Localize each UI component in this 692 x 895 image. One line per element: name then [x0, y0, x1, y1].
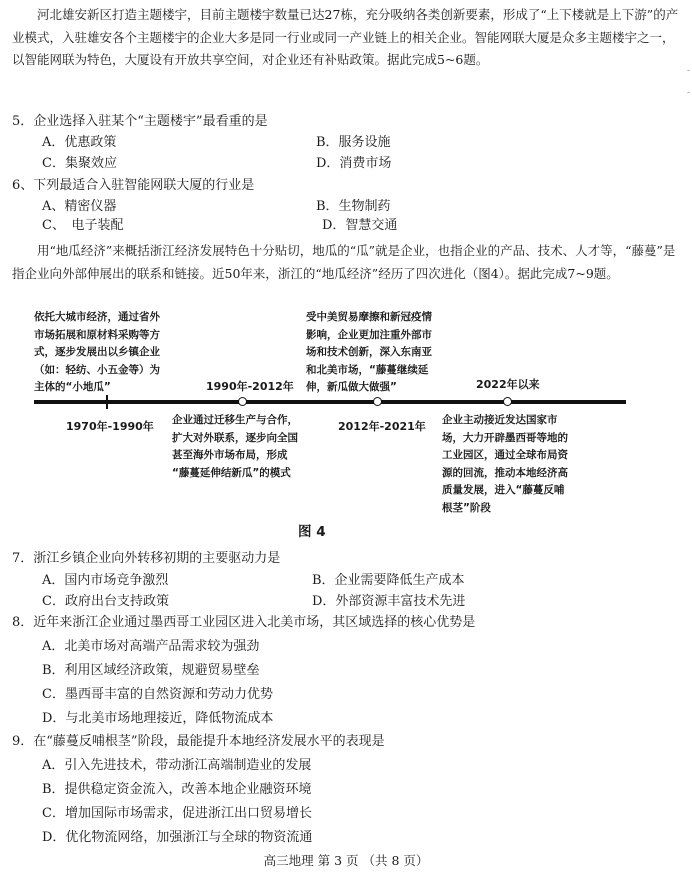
timeline-marker-1990 — [238, 397, 247, 406]
question-9-option-d: D．优化物流网络，加强浙江与全球的物资流通 — [42, 830, 313, 845]
timeline-tick-1970 — [106, 395, 108, 409]
timeline-marker-2012 — [373, 397, 382, 406]
question-7-option-d: D．外部资源丰富技术先进 — [312, 594, 466, 609]
passage-1 — [12, 4, 680, 72]
timeline-stage-2-description: 企业通过迁移生产与合作， 扩大对外联系，逐步向全国 甚至海外市场布局，形成 “藤蔓延伸结新瓜”的模式 — [172, 414, 298, 479]
passage-2 — [12, 240, 680, 285]
question-6-option-a: A、精密仪器 — [42, 199, 117, 214]
question-8-option-d: D．与北美市场地理接近，降低物流成本 — [42, 711, 274, 726]
question-9-option-c: C．增加国际市场需求，促进浙江出口贸易增长 — [42, 806, 312, 821]
question-9-stem: 9．在“藤蔓反哺根茎”阶段，最能提升本地经济发展水平的表现是 — [12, 734, 385, 749]
timeline-stage-3-label: 2012年-2021年 — [338, 420, 426, 433]
question-7-option-a: A．国内市场竞争激烈 — [42, 573, 169, 588]
question-8-option-a: A．北美市场对高端产品需求较为强劲 — [42, 639, 260, 654]
question-5-option-c: C．集聚效应 — [42, 156, 117, 171]
timeline-stage-4-label: 2022年以来 — [476, 378, 540, 391]
question-8-option-b: B．利用区域经济政策，规避贸易壁垒 — [42, 663, 260, 678]
margin-mark-1: - — [686, 66, 690, 76]
timeline-axis — [34, 400, 626, 404]
timeline-stage-1-description: 依托大城市经济，通过省外 市场拓展和原材料采购等方 式，逐步发展出以乡镇企业 （如：轻纺、小五金等）为 主体的“小地瓜” — [34, 311, 160, 393]
timeline-stage-1-label: 1970年-1990年 — [66, 420, 154, 433]
passage-1-text: 河北雄安新区打造主题楼宇，目前主题楼宇数量已达27栋，充分吸纳各类创新要素，形成了“上下楼就是上下游”的产业模式，入驻雄安各个主题楼宇的企业大多是同一行业或同一产业链上的相关企业。智能网联大厦是众多主题楼宇之一，以智能网联为特色，大厦设有开放共享空间，对企业还有补贴政策。据此完成5~6题。 — [12, 7, 679, 67]
question-8-stem: 8．近年来浙江企业通过墨西哥工业园区进入北美市场，其区域选择的核心优势是 — [12, 615, 476, 630]
question-5-option-a: A．优惠政策 — [42, 135, 117, 150]
question-5-option-b: B．服务设施 — [316, 135, 391, 150]
timeline-marker-2022 — [503, 397, 512, 406]
timeline-stage-3-description: 受中美贸易摩擦和新冠疫情 影响，企业更加注重外部市 场和技术创新，深入东南亚 和北美市场，“藤蔓继续延 伸，新瓜做大做强” — [306, 311, 432, 393]
question-6-stem: 6、下列最适合入驻智能网联大厦的行业是 — [12, 178, 255, 193]
timeline-stage-4-description: 企业主动接近发达国家市 场，大力开辟墨西哥等地的 工业园区，通过全球布局资 源的回流，推动本地经济高 质量发展，进入“藤蔓反哺 根茎”阶段 — [442, 414, 568, 514]
figure-caption: 图 4 — [298, 524, 326, 540]
question-7-option-c: C．政府出台支持政策 — [42, 594, 169, 609]
question-7-stem: 7．浙江乡镇企业向外转移初期的主要驱动力是 — [12, 551, 281, 566]
question-8-option-c: C．墨西哥丰富的自然资源和劳动力优势 — [42, 687, 273, 702]
page-footer: 高三地理 第 3 页 （共 8 页） — [263, 853, 429, 868]
question-6-option-b: B．生物制药 — [316, 199, 391, 214]
question-6-option-d: D．智慧交通 — [322, 218, 398, 233]
question-5-stem: 5．企业选择入驻某个“主题楼宇”最看重的是 — [12, 114, 268, 129]
question-6-option-c: C、 电子装配 — [42, 218, 124, 233]
timeline-stage-2-label: 1990年-2012年 — [206, 380, 294, 393]
passage-2-text: 用“地瓜经济”来概括浙江经济发展特色十分贴切，地瓜的“瓜”就是企业，也指企业的产品、技术、人才等，“藤蔓”是指企业向外部伸展出的联系和链接。近50年来，浙江的“地瓜经济”经历了四次进化（图4）。据此完成7~9题。 — [12, 243, 676, 281]
margin-mark-2: - — [686, 88, 690, 98]
question-7-option-b: B．企业需要降低生产成本 — [312, 573, 465, 588]
question-9-option-a: A．引入先进技术，带动浙江高端制造业的发展 — [42, 758, 312, 773]
question-5-option-d: D．消费市场 — [316, 156, 392, 171]
question-9-option-b: B．提供稳定资金流入，改善本地企业融资环境 — [42, 782, 312, 797]
